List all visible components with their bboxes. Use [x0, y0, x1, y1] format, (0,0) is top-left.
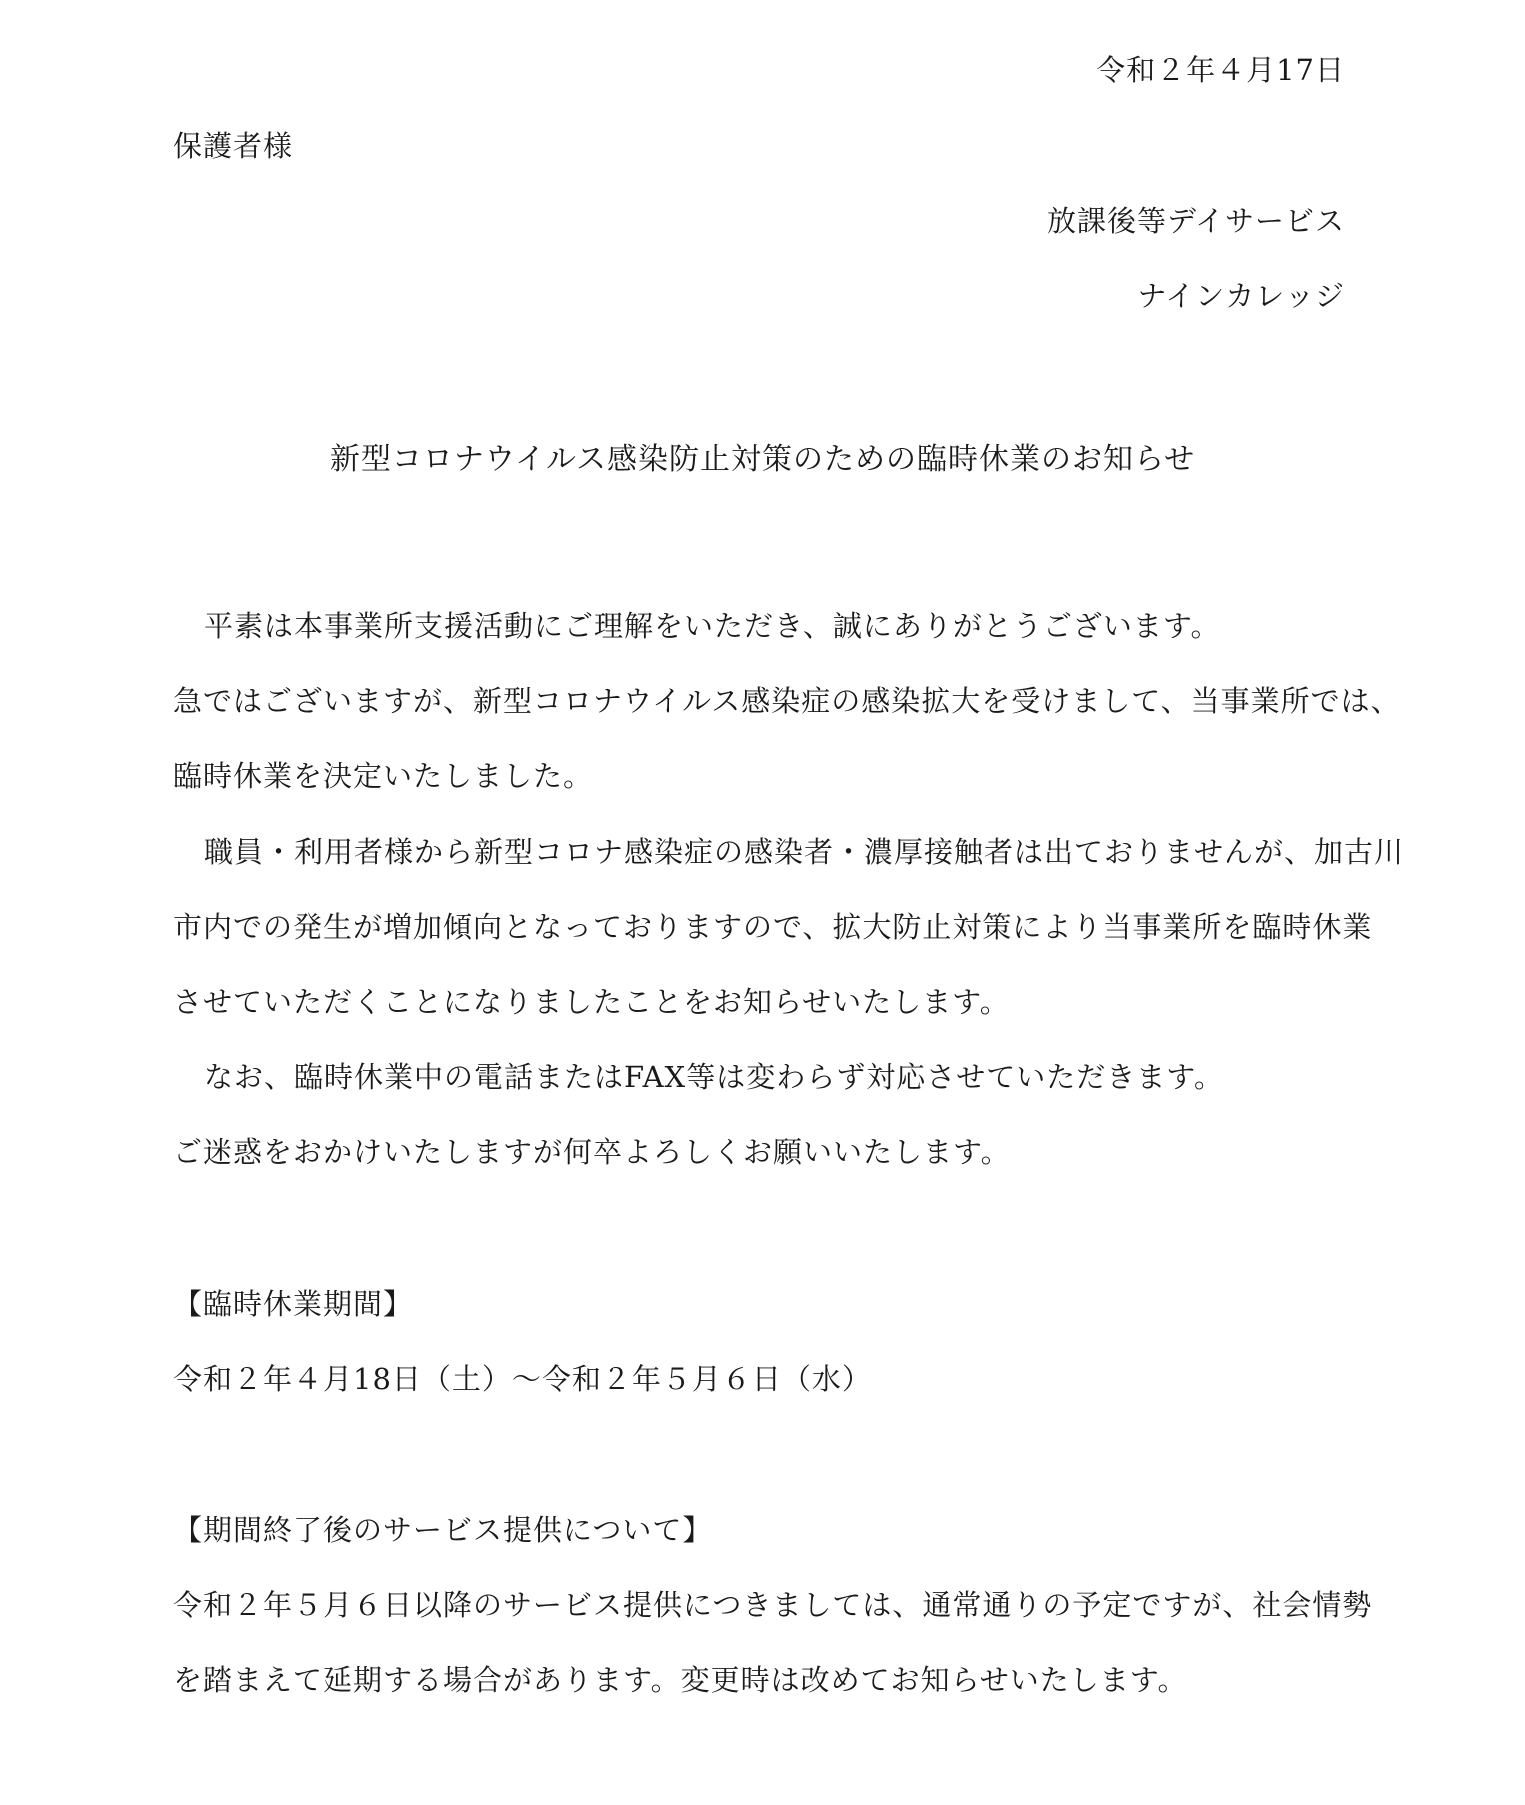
after-period-line-2: を踏まえて延期する場合があります。変更時は改めてお知らせいたします。 — [173, 1663, 1188, 1697]
paragraph-1-line-2: 急ではございますが、新型コロナウイルス感染症の感染拡大を受けまして、当事業所では、 — [173, 684, 1401, 718]
paragraph-2-line-2: 市内での発生が増加傾向となっておりますので、拡大防止対策により当事業所を臨時休業 — [173, 910, 1373, 944]
paragraph-3-line-1: なお、臨時休業中の電話またはFAX等は変わらず対応させていただきます。 — [204, 1060, 1224, 1094]
paragraph-2-line-1: 職員・利用者様から新型コロナ感染症の感染者・濃厚接触者は出ておりませんが、加古川 — [204, 835, 1405, 869]
recipient: 保護者様 — [173, 129, 294, 163]
paragraph-3-line-2: ご迷惑をおかけいたしますが何卒よろしくお願いいたします。 — [173, 1135, 1011, 1169]
after-period-heading: 【期間終了後のサービス提供について】 — [173, 1513, 713, 1547]
after-period-line-1: 令和２年５月６日以降のサービス提供につきましては、通常通りの予定ですが、社会情勢 — [173, 1588, 1373, 1622]
sender-name: ナインカレッジ — [1137, 279, 1345, 313]
period-value: 令和２年４月18日（土）～令和２年５月６日（水） — [173, 1362, 872, 1396]
period-heading: 【臨時休業期間】 — [173, 1287, 414, 1321]
document-date: 令和２年４月17日 — [1096, 53, 1345, 87]
paragraph-2-line-3: させていただくことになりましたことをお知らせいたします。 — [173, 985, 1010, 1019]
paragraph-1-line-1: 平素は本事業所支援活動にご理解をいただき、誠にありがとうございます。 — [204, 609, 1221, 643]
document-title: 新型コロナウイルス感染防止対策のための臨時休業のお知らせ — [329, 442, 1196, 477]
sender-organization: 放課後等デイサービス — [1047, 204, 1345, 238]
paragraph-1-line-3: 臨時休業を決定いたしました。 — [173, 759, 594, 793]
